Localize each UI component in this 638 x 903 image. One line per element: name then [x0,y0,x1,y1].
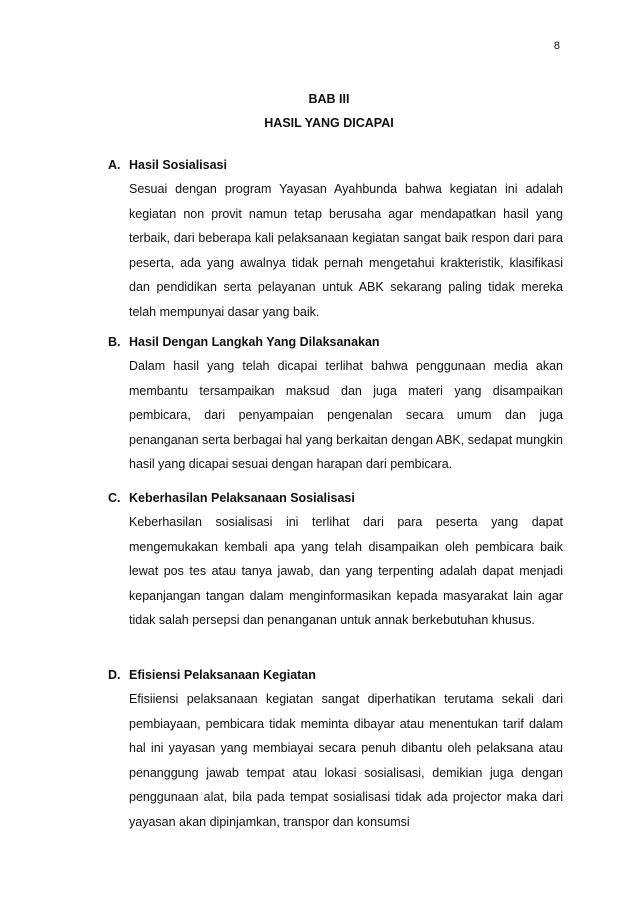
paragraph: Dalam hasil yang telah dicapai terlihat bahwa penggunaan media akan membantu tersampaikan maksud dan juga materi yang disampaikan pembicara, dari penyampaian pengenalan secara umum dan juga penanganan serta berbagai hal yang berkaitan dengan ABK, sedapat mungkin hasil yang dicapai sesuai dengan harapan dari pembicara. [129,359,563,471]
section-hasil-sosialisasi [108,157,563,324]
section-body [129,354,563,477]
section-hasil-langkah [108,334,563,477]
paragraph: Keberhasilan sosialisasi ini terlihat dari para peserta yang dapat mengemukakan kembali apa yang telah disampaikan oleh pembicara baik lewat pos tes atau tanya jawab, dan yang terpenting adalah dapat menjadi kepanjangan tangan dalam menginformasikan kepada masyarakat lain agar tidak salah persepsi dan penanganan untuk annak berkebutuhan khusus. [129,515,563,627]
section-letter: C. [108,491,121,505]
section-heading-text: Hasil Dengan Langkah Yang Dilaksanakan [129,335,380,349]
section-heading [108,667,563,683]
section-heading-text: Efisiensi Pelaksanaan Kegiatan [129,668,316,682]
section-heading-text: Hasil Sosialisasi [129,158,227,172]
section-keberhasilan [108,490,563,633]
section-heading [108,334,563,350]
section-heading [108,157,563,173]
section-body [129,687,563,834]
section-efisiensi [108,667,563,834]
section-body [129,177,563,324]
section-body [129,510,563,633]
section-letter: B. [108,335,121,349]
section-heading [108,490,563,506]
page-number: 8 [553,40,560,52]
section-letter: D. [108,668,121,682]
paragraph: Efisiiensi pelaksanaan kegiatan sangat diperhatikan terutama sekali dari pembiayaan, pembicara tidak meminta dibayar atau menentukan tarif dalam hal ini yayasan yang membiayai secara penuh dibantu oleh pelaksana atau penanggung jawab tempat atau lokasi sosialisasi, demikian juga dengan penggunaan alat, bila pada tempat sosialisasi tidak ada projector maka dari yayasan akan dipinjamkan, transpor dan konsumsi [129,692,563,829]
section-letter: A. [108,158,121,172]
chapter-subtitle: HASIL YANG DICAPAI [264,116,394,130]
section-heading-text: Keberhasilan Pelaksanaan Sosialisasi [129,491,355,505]
chapter-title: BAB III [308,92,350,106]
paragraph: Sesuai dengan program Yayasan Ayahbunda bahwa kegiatan ini adalah kegiatan non provit namun tetap berusaha agar mendapatkan hasil yang terbaik, dari beberapa kali pelaksanaan kegiatan sangat baik respon dari para peserta, ada yang awalnya tidak pernah mengetahui krakteristik, klasifikasi dan pendidikan serta pelayanan untuk ABK sekarang paling tidak mereka telah mempunyai dasar yang baik. [129,182,563,319]
